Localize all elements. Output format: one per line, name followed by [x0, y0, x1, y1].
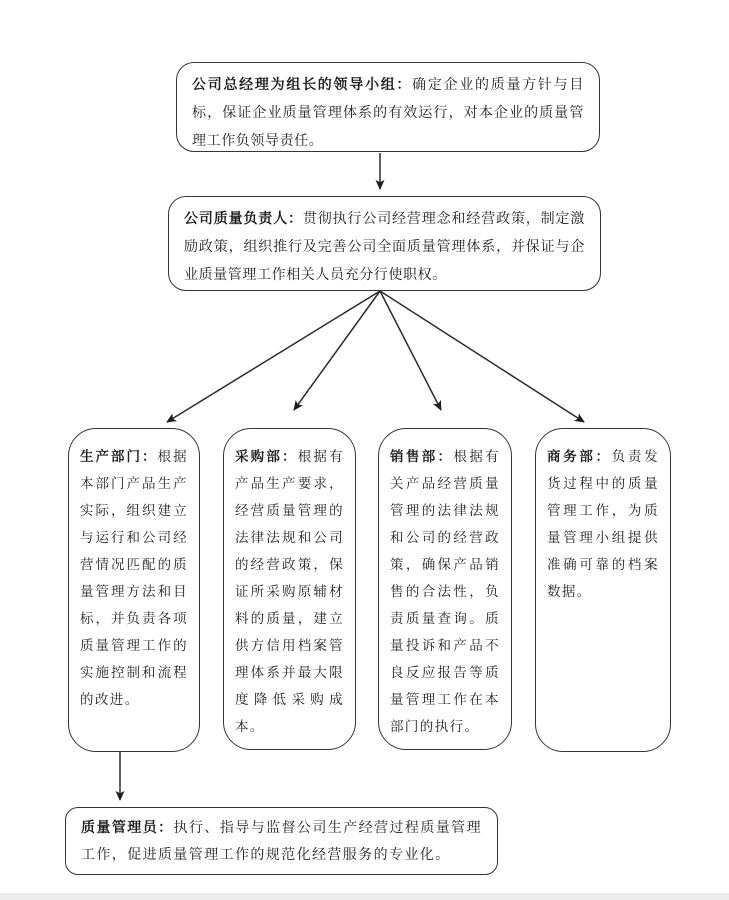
arrow-director-to-purchasing	[294, 291, 380, 410]
node-purchasing-title: 采购部：	[235, 449, 298, 464]
arrow-director-to-production	[167, 291, 380, 422]
node-director-paragraph	[184, 206, 585, 290]
node-director-body: 贯彻执行公司经营理念和经营政策，制定激励政策，组织推行及完善公司全面质量管理体系，并保证与企业质量管理工作相关人员充分行使职权。	[184, 212, 585, 283]
node-admin-body: 执行、指导与监督公司生产经营过程质量管理工作，促进质量管理工作的规范化经营服务的专业化。	[81, 821, 482, 863]
node-purchasing-body: 根据有产品生产要求，经营质量管理的法律法规和公司的经营政策，保证所采购原辅材料的质量，建立供方信用档案管理体系并最大限度降低采购成本。	[235, 449, 344, 734]
node-production-title: 生产部门：	[80, 449, 158, 464]
arrow-director-to-sales	[380, 291, 441, 410]
node-admin-paragraph	[81, 815, 482, 869]
node-leadership-paragraph	[192, 72, 584, 156]
node-production-paragraph	[80, 443, 188, 713]
node-production-dept	[68, 428, 200, 752]
node-sales-body: 根据有关产品经营质量管理的法律法规和公司的经营政策，确保产品销售的合法性，负责质量查询。质量投诉和产品不良反应报告等质量管理工作在本部门的执行。	[390, 449, 501, 734]
node-commerce-title: 商务部：	[547, 449, 612, 464]
node-admin-title: 质量管理员：	[81, 821, 174, 836]
node-sales-dept	[378, 428, 512, 750]
node-director-title: 公司质量负责人：	[184, 212, 303, 227]
node-commerce-dept	[535, 428, 671, 752]
node-quality-director	[168, 196, 601, 291]
node-commerce-paragraph	[547, 443, 659, 605]
node-leadership-group	[176, 62, 600, 152]
node-leadership-body: 确定企业的质量方针与目标，保证企业质量管理体系的有效运行，对本企业的质量管理工作负领导责任。	[192, 78, 584, 149]
node-sales-paragraph	[390, 443, 500, 740]
node-purchasing-paragraph	[235, 443, 344, 740]
node-sales-title: 销售部：	[390, 449, 454, 464]
node-quality-admin	[65, 807, 498, 875]
node-purchasing-dept	[223, 428, 356, 750]
arrow-director-to-commerce	[380, 291, 584, 422]
node-leadership-title: 公司总经理为组长的领导小组：	[192, 78, 413, 93]
scan-artifact-strip	[0, 893, 729, 900]
node-production-body: 根据本部门产品生产实际，组织建立与运行和公司经营情况匹配的质量管理方法和目标，并负责各项质量管理工作的实施控制和流程的改进。	[80, 449, 188, 707]
node-commerce-body: 负责发货过程中的质量管理工作，为质量管理小组提供准确可靠的档案数据。	[547, 449, 659, 599]
